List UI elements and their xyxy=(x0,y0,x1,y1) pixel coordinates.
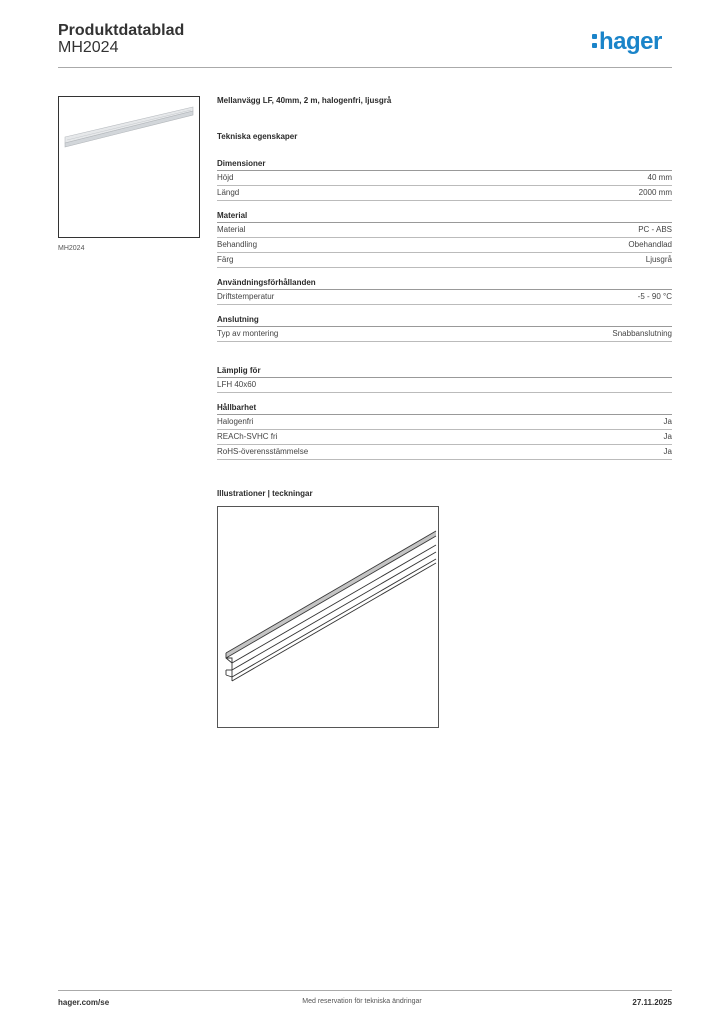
group-title: Lämplig för xyxy=(217,366,672,378)
group-title: Användningsförhållanden xyxy=(217,278,672,290)
spec-group-sustainability xyxy=(217,403,672,460)
spec-value: Ljusgrå xyxy=(645,255,672,264)
spec-label: Behandling xyxy=(217,240,258,249)
rail-drawing-icon xyxy=(218,507,438,727)
spec-value: 40 mm xyxy=(647,173,672,182)
hager-logo xyxy=(592,28,662,56)
spec-row xyxy=(217,238,672,253)
header-divider xyxy=(58,67,672,68)
tech-heading: Tekniska egenskaper xyxy=(217,132,298,141)
spec-value: 2000 mm xyxy=(638,188,672,197)
spec-label: Halogenfri xyxy=(217,417,254,426)
spec-label: REACh-SVHC fri xyxy=(217,432,278,441)
footer-date: 27.11.2025 xyxy=(632,998,672,1007)
product-thumbnail xyxy=(58,96,200,238)
spec-value: Ja xyxy=(663,417,672,426)
spec-row xyxy=(217,415,672,430)
spec-label: Färg xyxy=(217,255,234,264)
spec-label: Typ av montering xyxy=(217,329,279,338)
spec-label: LFH 40x60 xyxy=(217,380,257,389)
illustration-drawing xyxy=(217,506,439,728)
spec-value: Ja xyxy=(663,432,672,441)
spec-row xyxy=(217,445,672,460)
spec-label: Längd xyxy=(217,188,240,197)
product-code: MH2024 xyxy=(58,39,119,56)
group-title: Dimensioner xyxy=(217,159,672,171)
footer-disclaimer: Med reservation för tekniska ändringar xyxy=(302,998,422,1005)
spec-row xyxy=(217,430,672,445)
spec-label: Höjd xyxy=(217,173,234,182)
spacer xyxy=(217,352,672,366)
spec-row xyxy=(217,223,672,238)
spec-label: Driftstemperatur xyxy=(217,292,275,301)
spec-row xyxy=(217,290,672,305)
spec-row xyxy=(217,253,672,268)
spec-label: Material xyxy=(217,225,246,234)
profile-rail-icon xyxy=(59,97,199,237)
group-title: Hållbarhet xyxy=(217,403,672,415)
spec-row xyxy=(217,327,672,342)
spec-value: Obehandlad xyxy=(628,240,672,249)
footer-website-link[interactable]: hager.com/se xyxy=(58,998,110,1007)
spec-value: -5 - 90 °C xyxy=(637,292,672,301)
spec-group-operating-conditions xyxy=(217,278,672,305)
spec-value: Ja xyxy=(663,447,672,456)
spec-group-suitable-for xyxy=(217,366,672,393)
spec-row xyxy=(217,171,672,186)
thumbnail-caption: MH2024 xyxy=(58,245,85,252)
group-title: Anslutning xyxy=(217,315,672,327)
spec-value: Snabbanslutning xyxy=(612,329,672,338)
spec-group-dimensions xyxy=(217,159,672,201)
spec-row xyxy=(217,378,672,393)
footer-divider xyxy=(58,990,672,991)
spec-label: RoHS-överensstämmelse xyxy=(217,447,309,456)
spec-group-connection xyxy=(217,315,672,342)
logo-dots-icon xyxy=(592,34,597,48)
product-title: Mellanvägg LF, 40mm, 2 m, halogenfri, ljusgrå xyxy=(217,96,392,105)
spec-content xyxy=(217,96,672,470)
spec-value: PC - ABS xyxy=(638,225,672,234)
illustrations-heading: Illustrationer | teckningar xyxy=(217,489,313,498)
spec-row xyxy=(217,186,672,201)
logo-text: hager xyxy=(599,28,662,55)
page-title: Produktdatablad xyxy=(58,22,185,39)
spec-group-material xyxy=(217,211,672,268)
group-title: Material xyxy=(217,211,672,223)
